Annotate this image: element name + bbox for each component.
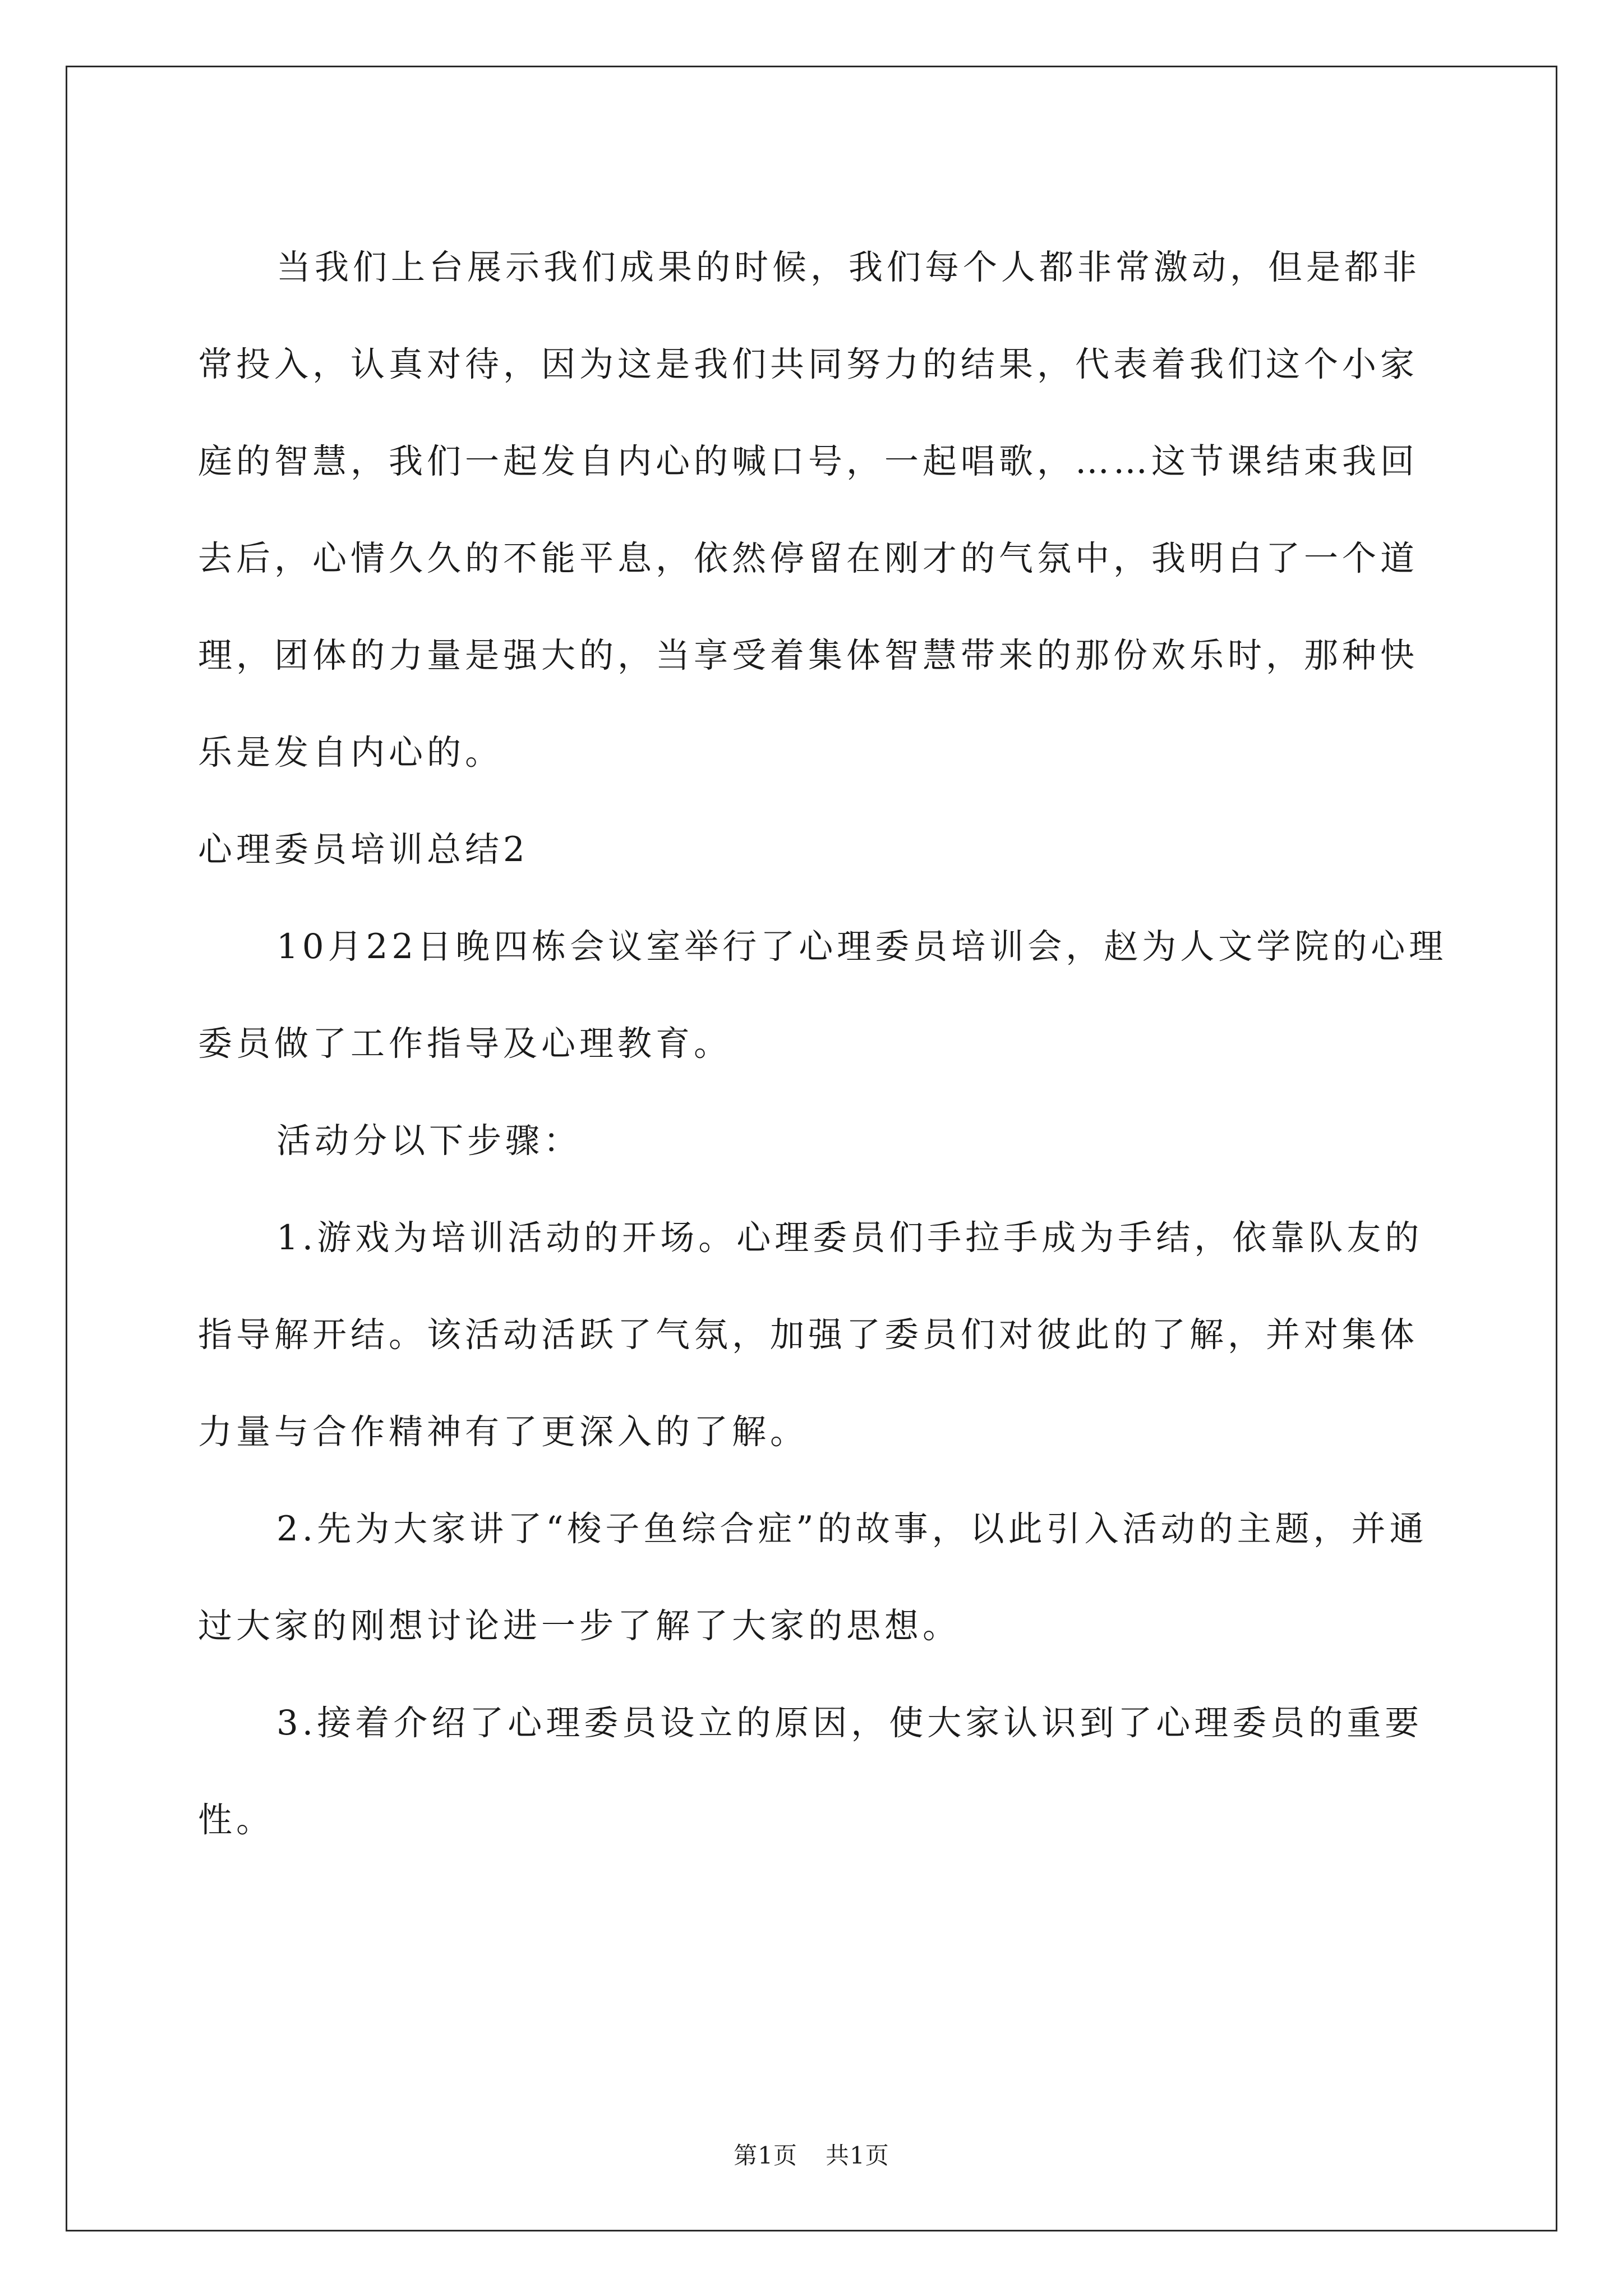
paragraph: 10月22日晚四栋会议室举行了心理委员培训会，赵为人文学院的心理委员做了工作指导及心理教育。 — [198, 927, 1447, 1064]
paragraph: 当我们上台展示我们成果的时候，我们每个人都非常激动，但是都非常投入，认真对待，因为这是我们共同努力的结果，代表着我们这个小家庭的智慧，我们一起发自内心的喊口号，一起唱歌，……这节课结束我回去后，心情久久的不能平息，依然停留在刚才的气氛中，我明白了一个道理，团体的力量是强大的，当享受着集体智慧带来的那份欢乐时，那种快乐是发自内心的。 — [198, 247, 1421, 772]
paragraph: 活动分以下步骤： — [276, 1121, 582, 1161]
list-item: 3.接着介绍了心理委员设立的原因，使大家认识到了心理委员的重要性。 — [198, 1703, 1423, 1840]
section-heading: 心理委员培训总结2 — [198, 830, 529, 869]
page-footer — [0, 2137, 1623, 2171]
page-number: 第1页 — [734, 2142, 797, 2169]
page-total: 共1页 — [826, 2142, 889, 2169]
list-item: 2.先为大家讲了“梭子鱼综合症”的故事，以此引入活动的主题，并通过大家的刚想讨论进一步了解了大家的思想。 — [198, 1509, 1428, 1646]
document-body — [198, 219, 1449, 1869]
list-item: 1.游戏为培训活动的开场。心理委员们手拉手成为手结，依靠队友的指导解开结。该活动活跃了气氛，加强了委员们对彼此的了解，并对集体力量与合作精神有了更深入的了解。 — [198, 1218, 1423, 1452]
